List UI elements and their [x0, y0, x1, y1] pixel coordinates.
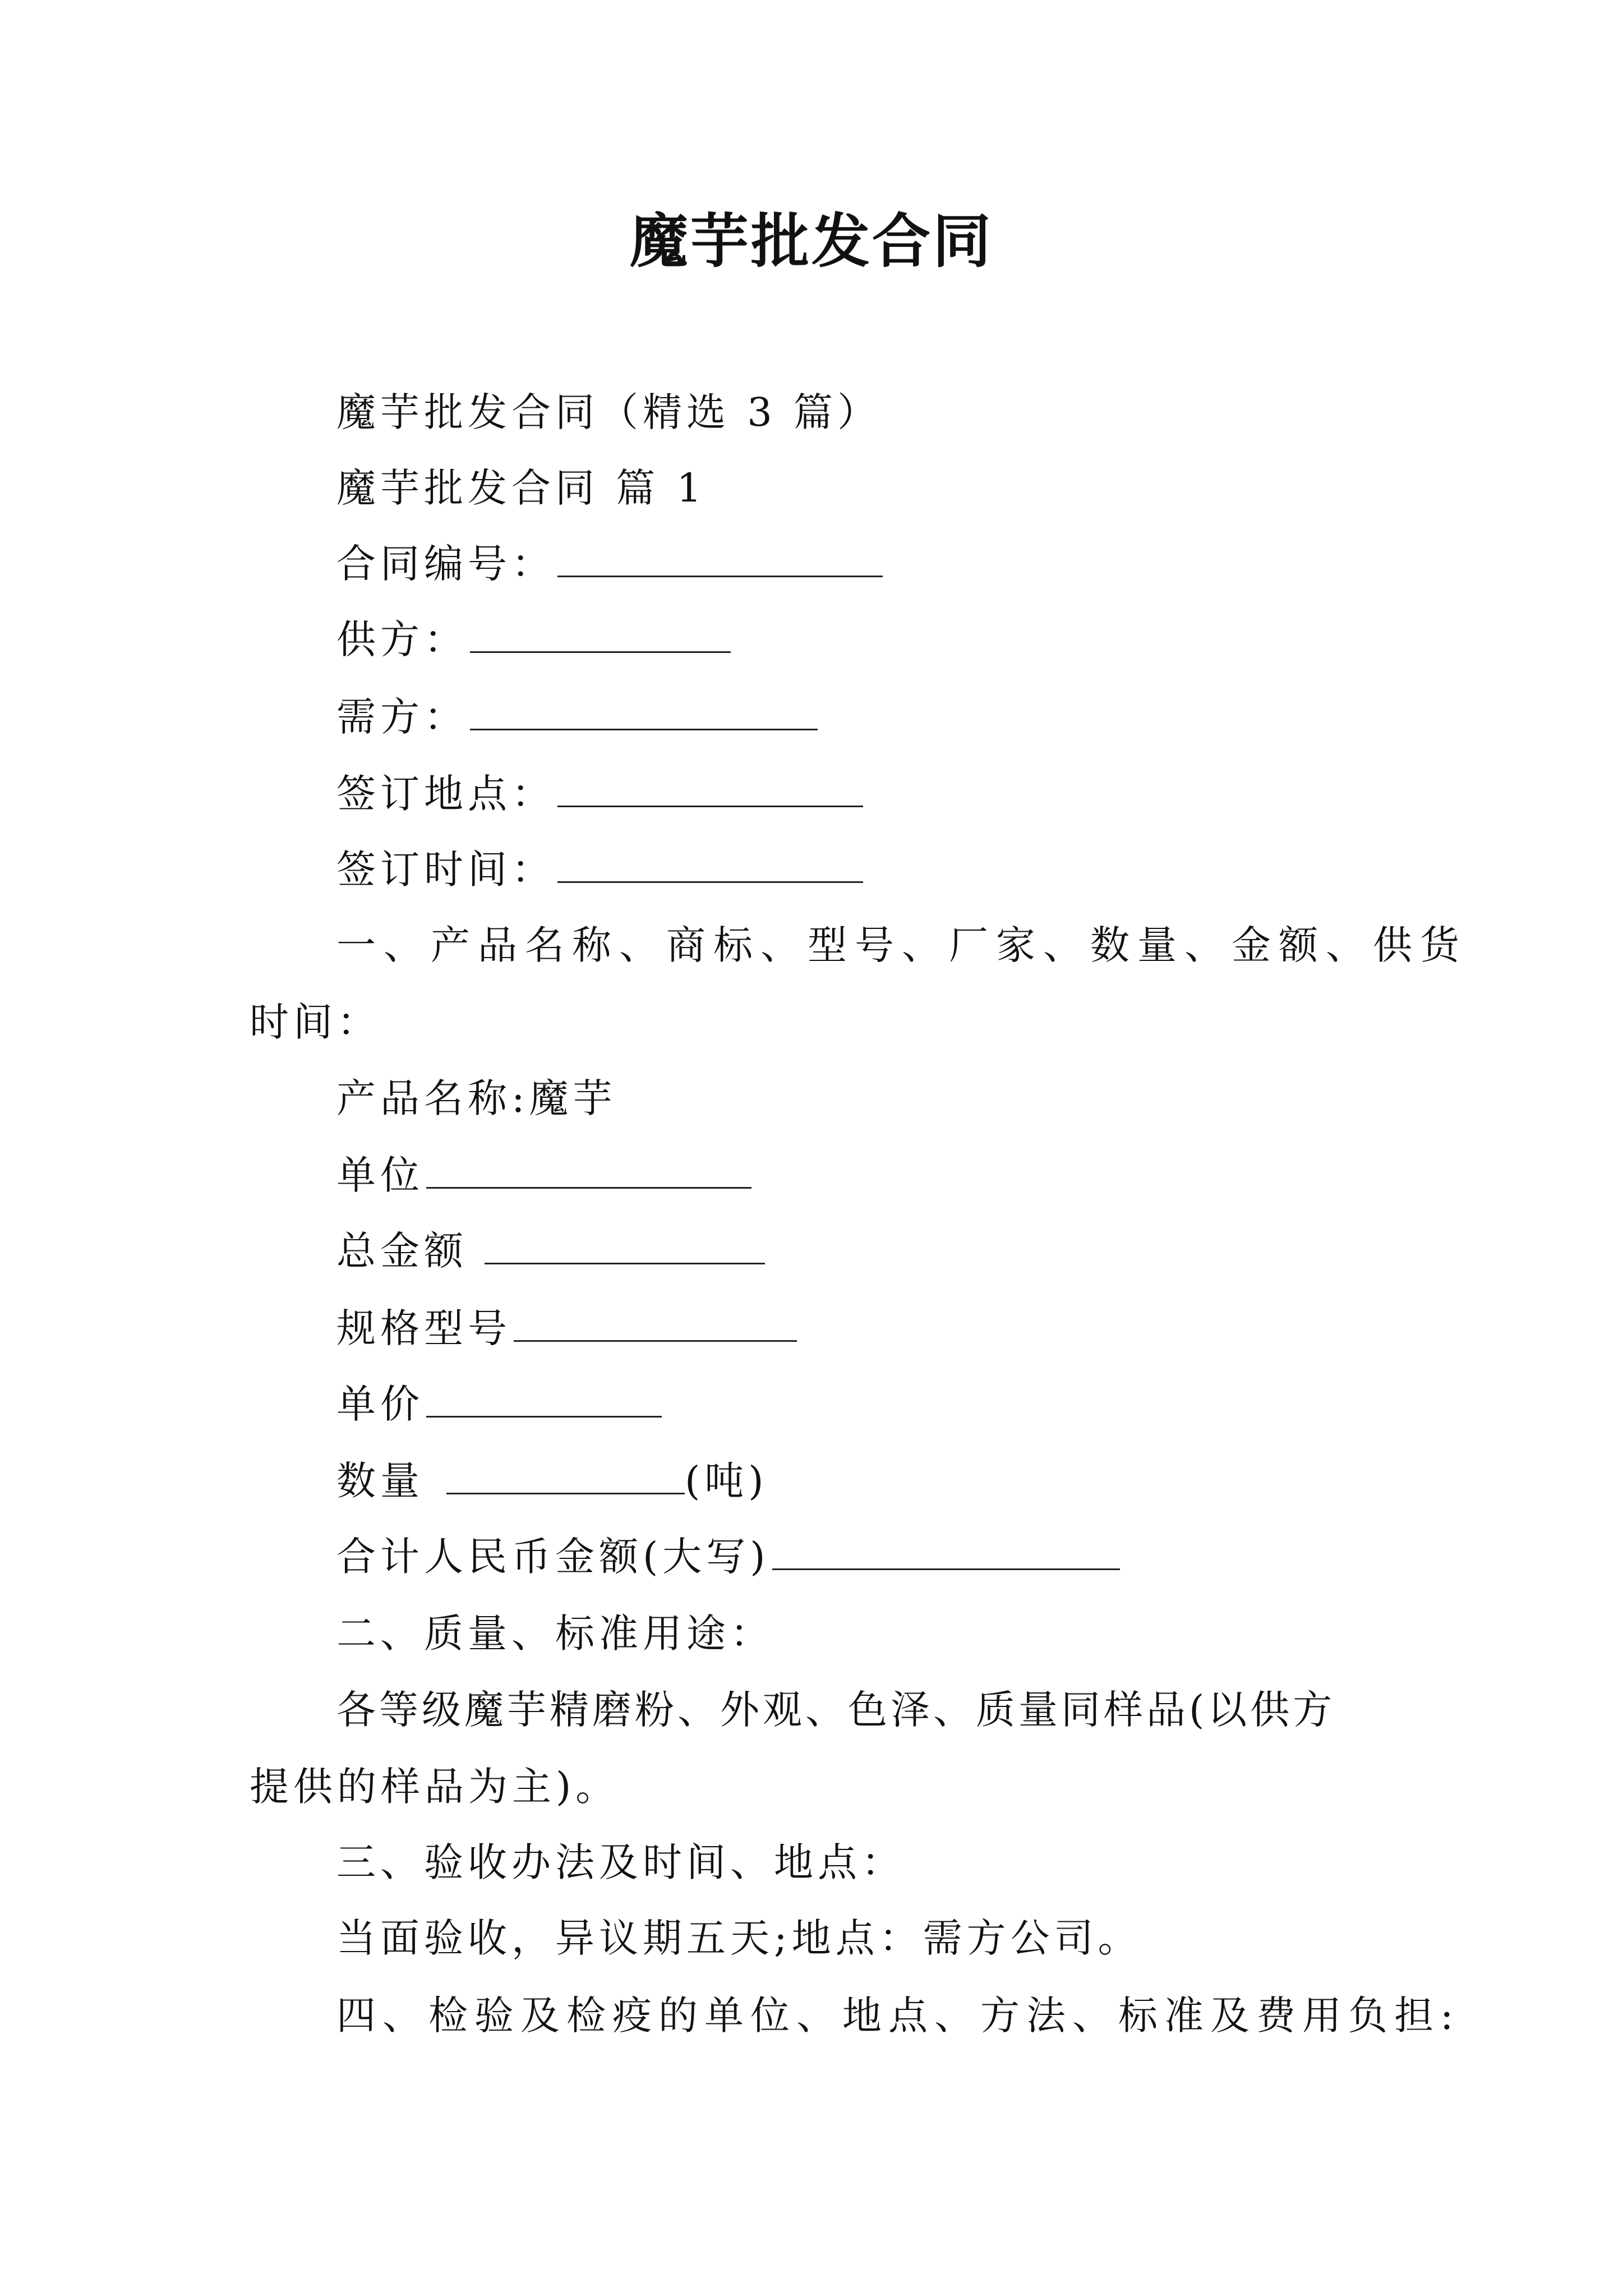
- section-heading: 魔芋批发合同 篇 1: [336, 465, 707, 511]
- sign-place-blank: [557, 771, 863, 807]
- sign-time-line: [336, 841, 863, 898]
- clause-1-line-2: 时间：: [250, 999, 381, 1045]
- rmb-amount-blank: [772, 1534, 1120, 1570]
- sign-time-blank: [557, 846, 863, 883]
- contract-number-blank: [557, 541, 883, 577]
- rmb-amount-label: 合计人民币金额(大写): [336, 1534, 770, 1580]
- clause-2-line-2: 提供的样品为主)。: [250, 1764, 620, 1810]
- rmb-amount-line: [336, 1529, 1120, 1585]
- total-amount-line: [336, 1223, 765, 1279]
- buyer-label: 需方：: [336, 694, 468, 740]
- contract-number-line: [336, 536, 883, 592]
- supplier-label: 供方：: [336, 616, 468, 662]
- quantity-unit: (吨): [685, 1458, 768, 1504]
- unit-label: 单位: [336, 1152, 424, 1198]
- buyer-blank: [470, 694, 818, 730]
- clause-3-body: 当面验收，异议期五天;地点：需方公司。: [336, 1915, 1142, 1961]
- quantity-blank: [446, 1458, 685, 1494]
- unit-line: [336, 1147, 751, 1203]
- sign-place-line: [336, 766, 863, 822]
- unit-price-line: [336, 1376, 662, 1432]
- unit-blank: [426, 1152, 751, 1189]
- unit-price-blank: [426, 1381, 662, 1418]
- clause-1-line-1: 一、产品名称、商标、型号、厂家、数量、金额、供货: [336, 922, 1467, 968]
- contract-number-label: 合同编号：: [336, 541, 555, 587]
- quantity-line: [336, 1453, 768, 1509]
- sign-place-label: 签订地点：: [336, 771, 555, 817]
- document-subtitle: 魔芋批发合同（精选 3 篇）: [336, 389, 882, 435]
- spec-blank: [514, 1305, 797, 1342]
- quantity-label: 数量: [336, 1458, 424, 1504]
- document-title: 魔芋批发合同: [629, 206, 993, 275]
- clause-2-line-1: 各等级魔芋精磨粉、外观、色泽、质量同样品(以供方: [336, 1687, 1336, 1733]
- spec-line: [336, 1300, 797, 1356]
- product-name: 产品名称:魔芋: [336, 1075, 617, 1121]
- clause-3-heading: 三、验收办法及时间、地点：: [336, 1839, 905, 1885]
- clause-4-heading: 四、检验及检疫的单位、地点、方法、标准及费用负担:: [336, 1993, 1460, 2039]
- clause-2-heading: 二、质量、标准用途：: [336, 1611, 774, 1657]
- supplier-line: [336, 611, 731, 668]
- spec-label: 规格型号: [336, 1305, 511, 1351]
- supplier-blank: [470, 616, 731, 653]
- sign-time-label: 签订时间：: [336, 846, 555, 892]
- buyer-line: [336, 689, 818, 745]
- unit-price-label: 单价: [336, 1381, 424, 1427]
- total-amount-blank: [485, 1228, 765, 1264]
- total-amount-label: 总金额: [336, 1228, 468, 1274]
